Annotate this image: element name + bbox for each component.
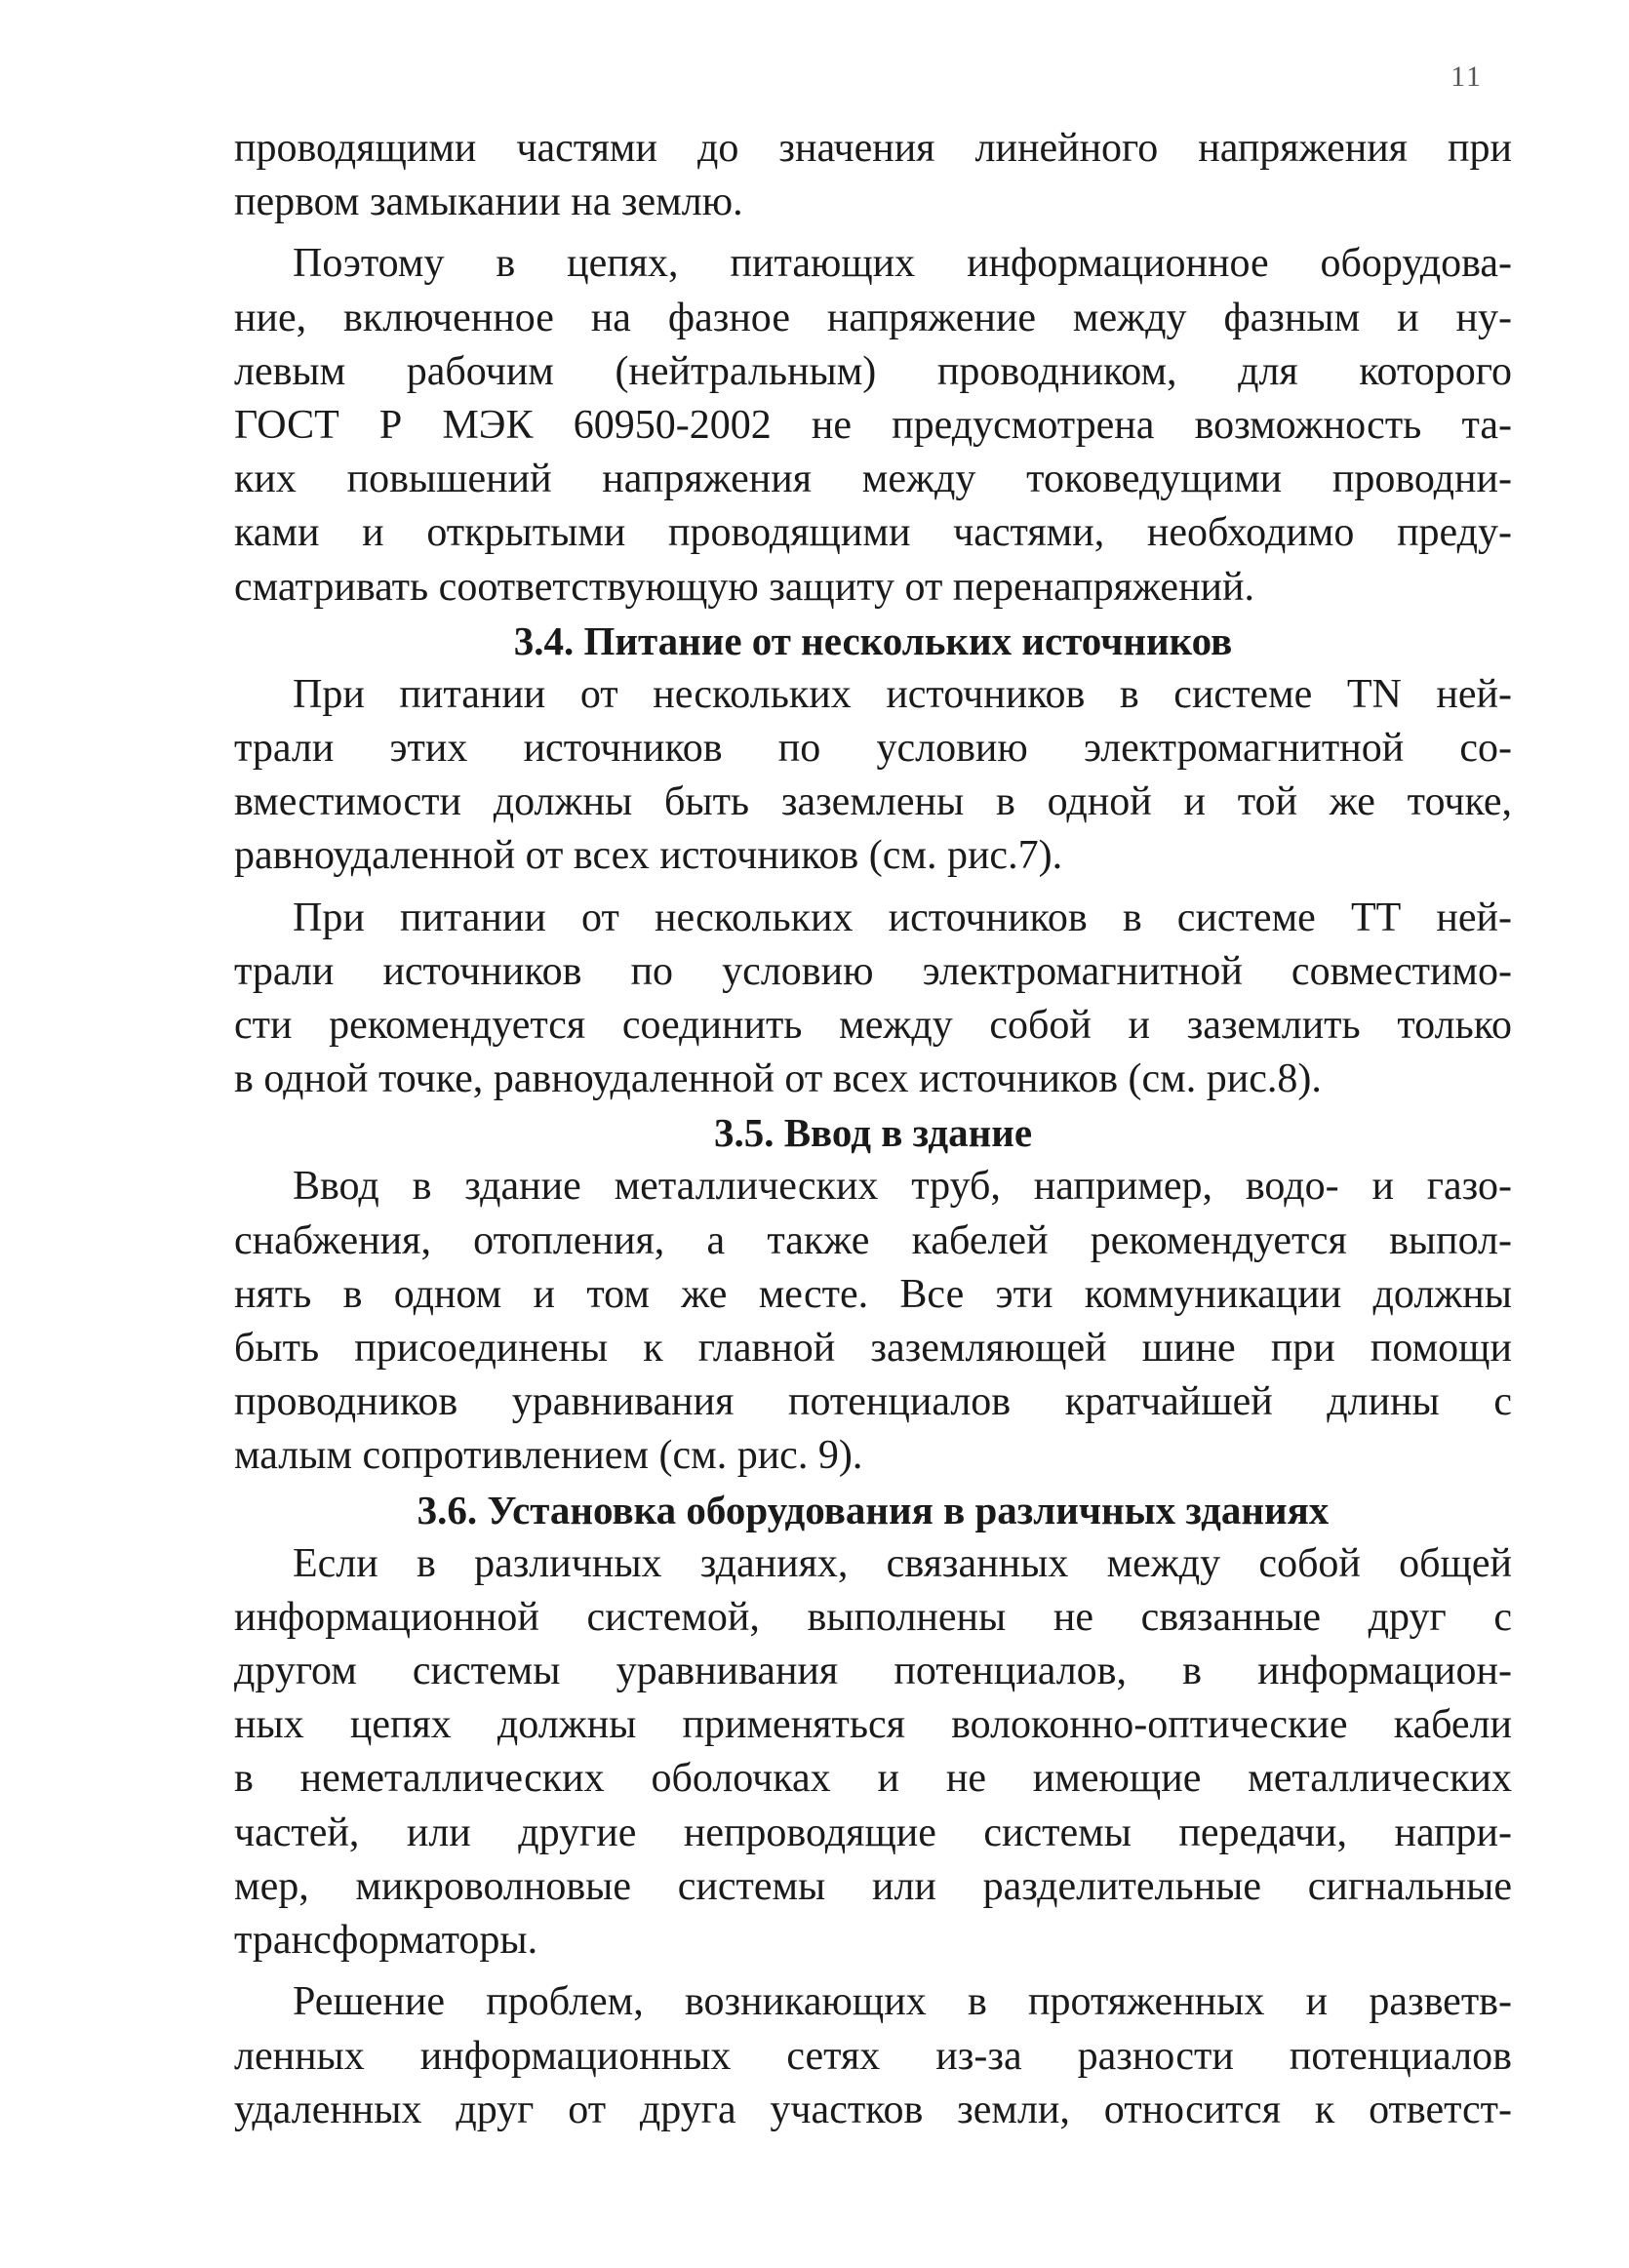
text-line: малым сопротивлением (см. рис. 9).	[234, 1433, 863, 1479]
section-heading-3-4: 3.4. Питание от нескольких источников	[513, 617, 1233, 663]
text-line: При питании от нескольких источников в системе ТТ ней-	[293, 895, 1512, 940]
text-line: трали источников по условию электромагнитной совместимо-	[234, 948, 1512, 994]
paragraph-tn-system	[234, 668, 1512, 884]
text-line: равноудаленной от всех источников (см. рис.7).	[234, 833, 1063, 879]
text-line: ленных информационных сетях из-за разности потенциалов	[234, 2033, 1512, 2079]
text-line: При питании от нескольких источников в системе TN ней-	[293, 671, 1512, 717]
text-line: Поэтому в цепях, питающих информационное оборудова-	[293, 241, 1512, 287]
text-line: трансформаторы.	[234, 1918, 538, 1964]
text-line: Ввод в здание металлических труб, например, водо- и газо-	[293, 1164, 1512, 1210]
section-heading-3-5: 3.5. Ввод в здание	[713, 1110, 1033, 1156]
section-heading-3-6: 3.6. Установка оборудования в различных зданиях	[417, 1487, 1330, 1532]
text-line: Если в различных зданиях, связанных между собой общей	[293, 1540, 1512, 1586]
text-line: сти рекомендуется соединить между собой и заземлить только	[234, 1003, 1512, 1049]
paragraph-different-buildings	[234, 1537, 1512, 1969]
text-line: быть присоединены к главной заземляющей шине при помощи	[234, 1326, 1512, 1372]
paragraph-tt-system	[234, 892, 1512, 1107]
text-line: нять в одном и том же месте. Все эти коммуникации должны	[234, 1271, 1512, 1317]
text-line: мер, микроволновые системы или разделительные сигнальные	[234, 1863, 1512, 1909]
text-line: ками и открытыми проводящими частями, необходимо преду-	[234, 510, 1512, 556]
text-line: информационной системой, выполнены не связанные друг с	[234, 1594, 1512, 1640]
text-line: в одной точке, равноудаленной от всех источников (см. рис.8).	[234, 1056, 1322, 1102]
text-line: ких повышений напряжения между токоведущими проводни-	[234, 457, 1512, 502]
paragraph-continuation	[234, 122, 1512, 229]
text-line: ние, включенное на фазное напряжение между фазным и ну-	[234, 295, 1512, 340]
text-line: другом системы уравнивания потенциалов, в информацион-	[234, 1649, 1512, 1694]
text-line: сматривать соответствующую защиту от перенапряжений.	[234, 564, 1255, 610]
text-line: проводников уравнивания потенциалов кратчайшей длины с	[234, 1379, 1512, 1425]
text-line: трали этих источников по условию электромагнитной со-	[234, 726, 1512, 772]
document-body	[234, 122, 1512, 2137]
text-line: в неметаллических оболочках и не имеющие металлических	[234, 1756, 1512, 1802]
text-line: левым рабочим (нейтральным) проводником, для которого	[234, 348, 1512, 394]
paragraph-building-entry	[234, 1160, 1512, 1483]
page-number: 11	[1450, 60, 1483, 93]
text-line: вместимости должны быть заземлены в одной и той же точке,	[234, 779, 1512, 825]
text-line: ГОСТ Р МЭК 60950-2002 не предусмотрена возможность та-	[234, 403, 1512, 449]
text-line: проводящими частями до значения линейного напряжения при	[234, 126, 1512, 171]
text-line: ных цепях должны применяться волоконно-оптические кабели	[234, 1702, 1512, 1748]
text-line: Решение проблем, возникающих в протяженных и разветв-	[293, 1979, 1512, 2025]
text-line: первом замыкании на землю.	[234, 179, 743, 225]
text-line: снабжения, отопления, а также кабелей рекомендуется выпол-	[234, 1217, 1512, 1263]
paragraph-overvoltage	[234, 237, 1512, 614]
paragraph-network-problems	[234, 1975, 1512, 2137]
text-line: удаленных друг от друга участков земли, относится к ответст-	[234, 2087, 1512, 2132]
text-line: частей, или другие непроводящие системы передачи, напри-	[234, 1810, 1512, 1855]
